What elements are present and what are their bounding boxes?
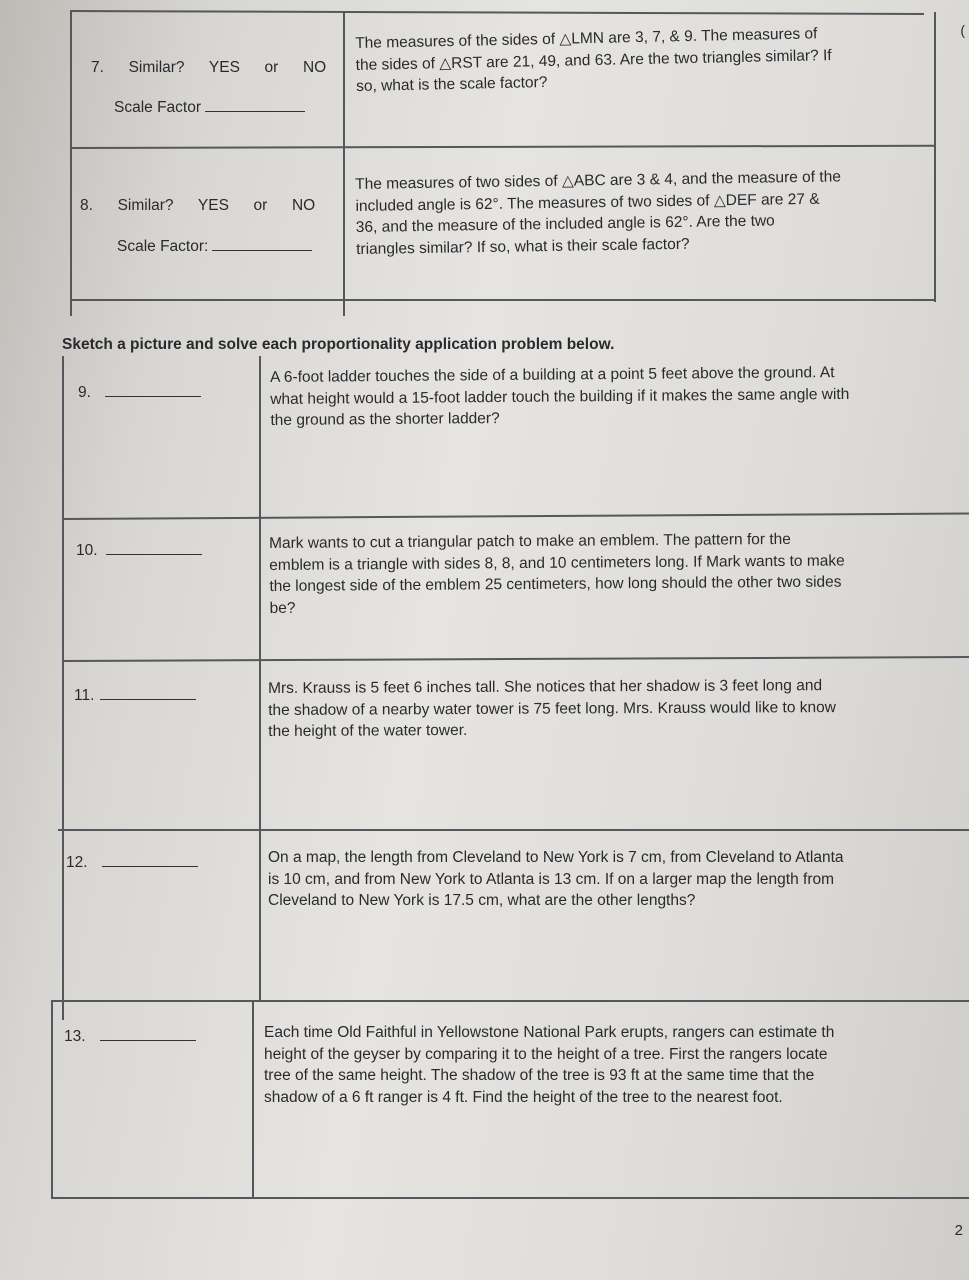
q9-problem-text [270,361,969,432]
q12-number: 12. [66,854,88,871]
q10-line: emblem is a triangle with sides 8, 8, and 10 centimeters long. If Mark wants to make [269,551,845,574]
q7-problem-text [355,21,931,98]
top-table-top-border [70,10,924,14]
q7-line: so, what is the scale factor? [355,73,548,95]
q13-problem-text [264,1022,969,1108]
q7-line: The measures of the sides of △LMN are 3, 7, & 9. The measures of [355,25,818,52]
q11-line: the shadow of a nearby water tower is 75 feet long. Mrs. Krauss would like to know [268,698,836,719]
q12-answer-blank[interactable] [102,852,198,867]
q9-number: 9. [78,384,91,401]
q10-line: be? [269,599,296,617]
q7-yes-option[interactable]: YES [208,59,240,76]
q7-scale-factor-row [114,97,305,118]
q11-answer-row [74,685,196,706]
q11-line: Mrs. Krauss is 5 feet 6 inches tall. She notices that her shadow is 3 feet long and [268,677,823,697]
bottom-table-divider [259,356,261,1000]
q11-problem-text [268,674,969,742]
q8-line: included angle is 62°. The measures of two sides of △DEF are 27 & [355,190,820,215]
q9-answer-row [78,382,201,403]
page-number: 2 [954,1222,963,1239]
q10-problem-text [269,528,969,619]
q8-line: 36, and the measure of the included angle is 62°. Are the two [355,212,775,236]
q8-scale-factor-row [117,236,312,257]
bottom-table-divider-lower [252,1000,254,1198]
bottom-table-row-line [58,829,969,831]
q8-no-option[interactable]: NO [291,197,316,214]
top-table-bottom-border [70,299,935,301]
q11-answer-blank[interactable] [100,685,196,700]
q8-or: or [253,197,268,214]
bottom-table-row-line [62,512,969,519]
q8-number: 8. [80,197,93,214]
bottom-table-left-border [62,356,64,1020]
corner-mark: ( [960,22,965,38]
q8-scale-factor-blank[interactable] [212,236,312,251]
bottom-table-left-border-lower [51,1000,53,1198]
q11-number: 11. [74,687,95,704]
top-table-row-divider [70,145,935,149]
q7-scale-label: Scale Factor [114,99,202,116]
q9-line: what height would a 15-foot ladder touch the building if it makes the same angle with [270,385,850,408]
q8-scale-label: Scale Factor: [117,238,209,255]
q10-number: 10. [76,542,98,559]
q9-answer-blank[interactable] [105,382,201,397]
q7-line: the sides of △RST are 21, 49, and 63. Are the two triangles similar? If [355,46,832,74]
q7-scale-factor-blank[interactable] [205,97,305,112]
bottom-table-bottom-border [51,1197,969,1199]
section-heading: Sketch a picture and solve each proportionality application problem below. [62,336,615,353]
q12-line: Cleveland to New York is 17.5 cm, what are the other lengths? [268,892,696,909]
q10-line: Mark wants to cut a triangular patch to make an emblem. The pattern for the [269,530,791,552]
q12-line: is 10 cm, and from New York to Atlanta is 13 cm. If on a larger map the length from [268,870,835,888]
q13-line: Each time Old Faithful in Yellowstone National Park erupts, rangers can estimate th [264,1024,835,1041]
q8-similar-row [80,196,315,216]
q10-answer-row [76,540,202,561]
q7-no-option[interactable]: NO [302,59,327,76]
q7-similar-label: Similar? [128,59,185,76]
q7-number: 7. [91,59,104,76]
q10-answer-blank[interactable] [106,540,202,555]
q12-line: On a map, the length from Cleveland to New York is 7 cm, from Cleveland to Atlanta [268,849,844,866]
bottom-table-row-line [62,656,969,661]
q8-problem-text [355,165,931,260]
q9-line: A 6-foot ladder touches the side of a building at a point 5 feet above the ground. At [270,364,835,386]
q7-similar-row [91,58,326,78]
q8-line: The measures of two sides of △ABC are 3 & 4, and the measure of the [355,168,842,193]
q9-line: the ground as the shorter ladder? [270,409,500,429]
q13-number: 13. [64,1028,86,1045]
top-table-divider [343,12,345,316]
top-table-left-border [70,10,72,316]
q8-yes-option[interactable]: YES [197,197,229,214]
q13-answer-blank[interactable] [100,1026,196,1041]
q10-line: the longest side of the emblem 25 centimeters, how long should the other two sides [269,573,842,595]
q12-problem-text [268,847,969,912]
q12-answer-row [66,852,198,873]
q7-or: or [264,59,279,76]
q13-line: shadow of a 6 ft ranger is 4 ft. Find the height of the tree to the nearest foot. [264,1088,783,1106]
q11-line: the height of the water tower. [268,721,468,740]
bottom-table-row-line [52,1000,969,1002]
q8-similar-label: Similar? [117,197,174,214]
q13-line: tree of the same height. The shadow of the tree is 93 ft at the same time that the [264,1067,815,1084]
q13-line: height of the geyser by comparing it to the height of a tree. First the rangers locate [264,1045,828,1063]
q8-line: triangles similar? If so, what is their scale factor? [356,235,690,258]
top-table-right-border [934,12,936,302]
q13-answer-row [64,1026,196,1047]
